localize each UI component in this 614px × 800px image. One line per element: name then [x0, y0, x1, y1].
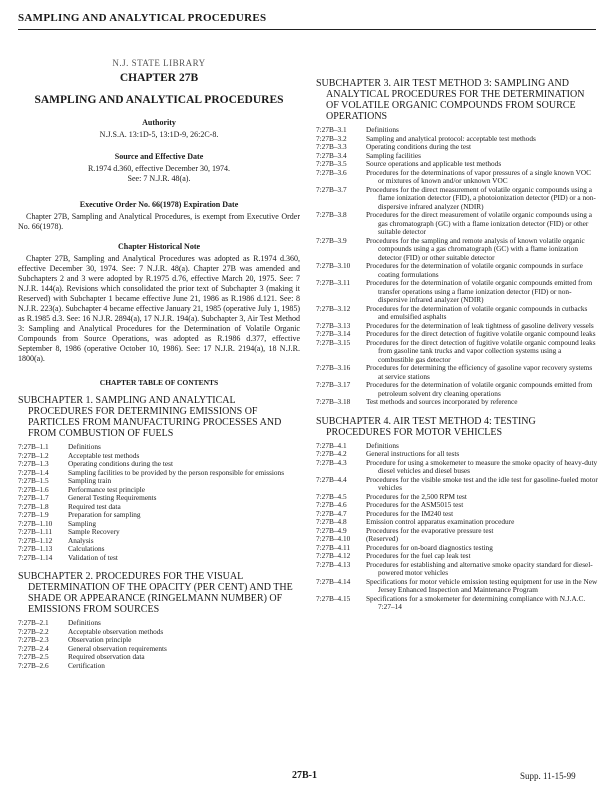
historical-note-text: Chapter 27B, Sampling and Analytical Procedures was adopted as R.1974 d.360, effective December 30, 1974. See: 7 N.J.R. 48(a). Chapter 27B was amended and Subchapters 2 and 3 were adopted by R.1975 d.76, effective March 20, 1975. See: 7 N.J.R. 144(a). Revisions which consolidated the prior text of Subchapter 3 (making it Reserved) with Subchapter 1 became effective June 21, 1986 as R.1986 d.121. See: 8 N.J.R. 223(a). Subchapter 4 became effective January 21, 1985 (operative July 1, 1985) as R.1985 d.3. See: 16 N.J.R. 2894(a), 17 N.J.R. 194(a). Subchapter 3, Air Test Method 3: Sampling and Analytical Procedures for the Determination of Volatile Organic Compounds from Source Operations, was adopted as R.1986 d.377, effective September 8, 1986 (operative October 10, 1986). See: 17 N.J.R. 2194(a), 18 N.J.R. 1800(a).	[18, 254, 300, 363]
section-title: Specifications for a smokemeter for determining compliance with N.J.A.C. 7:27–14	[366, 593, 586, 611]
section-title: Procedures for the sampling and remote analysis of known volatile organic compounds using a gas chromatograph (GC) with a flame ionization detector (FID) or other suitable detector	[366, 235, 585, 262]
toc-entry	[316, 381, 598, 398]
section-title: Sampling facilities	[366, 150, 421, 160]
section-title: (Reserved)	[366, 534, 399, 543]
section-number: 7:27B–3.9	[316, 235, 347, 245]
right-column	[316, 78, 598, 612]
section-number: 7:27B–4.15	[316, 593, 351, 603]
header-rule	[18, 29, 596, 30]
executive-order-heading: Executive Order No. 66(1978) Expiration Date	[79, 200, 239, 209]
toc-entry	[316, 476, 598, 493]
section-number: 7:27B–3.10	[316, 261, 351, 270]
toc-entry	[18, 503, 300, 512]
toc-entry	[18, 628, 300, 637]
section-number: 7:27B–4.14	[316, 576, 351, 586]
toc-entry	[316, 211, 598, 237]
section-number: 7:27B–4.12	[316, 551, 351, 560]
toc-entry	[316, 364, 598, 381]
section-title: Certification	[68, 660, 105, 670]
section-title: Definitions	[68, 442, 101, 451]
subchapter-title: SUBCHAPTER 2. PROCEDURES FOR THE VISUAL DETERMINATION OF THE OPACITY (PER CENT) AND THE SHADE OR APPEARANCE (RINGELMANN NUMBER) OF EMISSIONS FROM SOURCES	[18, 571, 293, 615]
section-number: 7:27B–4.7	[316, 508, 347, 518]
section-title: Procedures for the IM240 test	[366, 508, 454, 518]
section-title: Procedures for determining the efficiency of gasoline vapor recovery systems at service stations	[366, 363, 593, 381]
section-title: Procedures for the determination of volatile organic compounds in cutbacks and emulsified asphalts	[366, 303, 588, 321]
subchapter-3	[316, 78, 598, 407]
section-title: Acceptable test methods	[68, 450, 140, 460]
toc-entry	[316, 186, 598, 212]
section-title: Calculations	[68, 544, 105, 553]
section-number: 7:27B–1.9	[18, 510, 49, 519]
section-title: Procedures for the ASM5015 test	[366, 500, 464, 509]
section-number: 7:27B–4.13	[316, 559, 351, 569]
toc-entry	[18, 662, 300, 671]
section-number: 7:27B–4.11	[316, 542, 350, 552]
section-number: 7:27B–1.8	[18, 501, 49, 511]
section-number: 7:27B–3.16	[316, 363, 351, 372]
toc-entry	[18, 645, 300, 654]
toc-entry	[316, 143, 598, 152]
section-title: Procedures for the determination of volatile organic compounds emitted from transfer operations using a flame ionization detector (FID) or non-dispersive infrared analyzer (NDIR)	[366, 278, 593, 304]
source-heading: Source and Effective Date	[114, 152, 204, 161]
toc-entry	[18, 545, 300, 554]
toc-entry	[316, 561, 598, 578]
toc-entry	[316, 305, 598, 322]
toc-entry	[316, 459, 598, 476]
chapter-title: SAMPLING AND ANALYTICAL PROCEDURES	[34, 94, 284, 106]
section-number: 7:27B–2.2	[18, 626, 49, 636]
source-line-1: R.1974 d.360, effective December 30, 1974.	[87, 164, 231, 173]
section-number: 7:27B–3.1	[316, 125, 347, 134]
section-number: 7:27B–3.5	[316, 159, 347, 168]
toc-entry	[18, 511, 300, 520]
toc-entry	[18, 494, 300, 503]
running-header: SAMPLING AND ANALYTICAL PROCEDURES	[18, 12, 267, 24]
section-title: Test methods and sources incorporated by reference	[366, 397, 518, 406]
section-number: 7:27B–1.6	[18, 484, 49, 494]
section-title: Sampling train	[68, 476, 112, 485]
section-title: Procedures for on-board diagnostics testing	[366, 542, 493, 552]
section-number: 7:27B–4.4	[316, 474, 347, 484]
section-title: Sample Recovery	[68, 527, 120, 536]
section-number: 7:27B–3.3	[316, 142, 347, 151]
section-number: 7:27B–3.14	[316, 329, 351, 338]
section-title: Validation of test	[68, 552, 118, 562]
section-number: 7:27B–3.15	[316, 337, 351, 347]
section-number: 7:27B–3.13	[316, 320, 351, 330]
section-title: Procedures for the 2,500 RPM test	[366, 491, 467, 501]
section-number: 7:27B–4.3	[316, 457, 347, 467]
section-title: Observation principle	[68, 635, 132, 644]
section-number: 7:27B–2.6	[18, 660, 49, 670]
supplement-date: Supp. 11-15-99	[520, 771, 576, 781]
section-number: 7:27B–3.6	[316, 167, 347, 177]
section-title: Sampling	[68, 518, 96, 528]
section-title: Procedures for the visible smoke test and the idle test for gasoline-fueled motor vehicles	[366, 474, 598, 492]
subchapter-4	[316, 416, 598, 612]
section-title: Sampling facilities to be provided by the person responsible for emissions	[68, 467, 285, 477]
toc-entry	[18, 486, 300, 495]
toc-heading: CHAPTER TABLE OF CONTENTS	[99, 378, 219, 387]
section-title: General observation requirements	[68, 643, 167, 653]
toc-entry	[18, 520, 300, 529]
section-number: 7:27B–4.1	[316, 440, 347, 450]
toc-entry	[316, 169, 598, 186]
subchapter-title: SUBCHAPTER 4. AIR TEST METHOD 4: TESTING PROCEDURES FOR MOTOR VEHICLES	[316, 415, 536, 438]
section-title: Procedure for using a smokemeter to measure the smoke opacity of heavy-duty diesel vehicles and diesel buses	[366, 457, 598, 475]
section-number: 7:27B–3.18	[316, 397, 351, 406]
section-number: 7:27B–1.7	[18, 493, 49, 502]
section-number: 7:27B–3.11	[316, 278, 350, 287]
section-number: 7:27B–2.5	[18, 652, 49, 661]
section-title: Definitions	[366, 125, 399, 134]
section-number: 7:27B–1.1	[18, 442, 49, 451]
section-number: 7:27B–1.14	[18, 552, 53, 562]
section-title: General Testing Requirements	[68, 493, 157, 502]
page-number: 27B-1	[292, 770, 317, 781]
section-title: Emission control apparatus examination procedure	[366, 517, 515, 526]
toc-entry	[316, 595, 598, 612]
section-title: Operating conditions during the test	[366, 142, 471, 151]
section-number: 7:27B–3.12	[316, 303, 351, 313]
library-stamp: N.J. STATE LIBRARY	[112, 58, 206, 68]
section-list	[316, 442, 598, 612]
source-line-2: See: 7 N.J.R. 48(a).	[127, 174, 191, 183]
chapter-number: CHAPTER 27B	[119, 72, 199, 84]
section-title: Operating conditions during the test	[68, 459, 173, 468]
authority-text: N.J.S.A. 13:1D-5, 13:1D-9, 26:2C-8.	[99, 130, 219, 139]
section-title: Procedures for the determinations of vapor pressures of a single known VOC or mixtures of known and/or unknown VOC	[366, 167, 592, 185]
section-number: 7:27B–4.5	[316, 491, 347, 501]
section-list	[18, 619, 300, 670]
section-title: Procedures for the fuel cap leak test	[366, 551, 471, 560]
section-title: Definitions	[366, 440, 399, 450]
section-number: 7:27B–3.2	[316, 133, 347, 143]
section-number: 7:27B–2.3	[18, 635, 49, 644]
section-number: 7:27B–1.13	[18, 544, 53, 553]
section-title: Procedures for the determination of leak tightness of gasoline delivery vessels	[366, 320, 594, 330]
left-column	[18, 58, 300, 670]
section-title: Performance test principle	[68, 484, 145, 494]
section-title: Specifications for motor vehicle emission testing equipment for use in the New Jersey Enhanced Inspection and Maintenance Program	[366, 576, 598, 594]
section-number: 7:27B–1.12	[18, 535, 53, 545]
section-number: 7:27B–1.3	[18, 459, 49, 468]
section-title: Procedures for the direct detection of fugitive volatile organic compound leaks	[366, 329, 596, 338]
section-number: 7:27B–4.8	[316, 517, 347, 526]
section-number: 7:27B–3.17	[316, 380, 351, 389]
toc-entry	[316, 527, 598, 536]
toc-entry	[18, 653, 300, 662]
section-title: Procedures for the determination of volatile organic compounds in surface coating formulations	[366, 261, 583, 279]
section-title: Procedures for the evaporative pressure test	[366, 525, 494, 535]
section-title: Sampling and analytical protocol: acceptable test methods	[366, 133, 536, 143]
toc-entry	[316, 279, 598, 305]
section-number: 7:27B–2.1	[18, 618, 49, 627]
section-title: Procedures for the direct detection of fugitive volatile organic compound leaks from gasoline tank trucks and vapor collection systems using a combustible gas detector	[366, 337, 596, 364]
section-title: Analysis	[68, 535, 94, 545]
section-title: Procedures for the direct measurement of volatile organic compounds using a flame ionization detector (FID), a photoionization detector (PID) or a non-dispersive infrared analyzer (NDIR)	[366, 184, 596, 211]
section-title: Required observation data	[68, 652, 145, 661]
executive-order-text: Chapter 27B, Sampling and Analytical Procedures, is exempt from Executive Order No. 66(1978).	[18, 212, 300, 231]
section-title: Definitions	[68, 618, 101, 627]
subchapter-1	[18, 395, 300, 562]
section-number: 7:27B–4.10	[316, 534, 351, 543]
section-title: Acceptable observation methods	[68, 626, 164, 636]
historical-note-heading: Chapter Historical Note	[117, 242, 201, 251]
section-number: 7:27B–1.4	[18, 467, 49, 477]
toc-entry	[18, 443, 300, 452]
authority-heading: Authority	[142, 118, 176, 127]
toc-entry	[18, 528, 300, 537]
subchapter-title: SUBCHAPTER 3. AIR TEST METHOD 3: SAMPLING AND ANALYTICAL PROCEDURES FOR THE DETERMINATION OF VOLATILE ORGANIC COMPOUNDS FROM SOURCE OPERATIONS	[316, 78, 585, 122]
section-number: 7:27B–3.4	[316, 150, 347, 160]
section-title: Preparation for sampling	[68, 510, 141, 519]
section-title: Source operations and applicable test methods	[366, 159, 502, 168]
toc-entry	[18, 537, 300, 546]
section-title: Procedures for the determination of volatile organic compounds emitted from petroleum solvent dry cleaning operations	[366, 380, 593, 398]
toc-entry	[316, 501, 598, 510]
section-number: 7:27B–4.6	[316, 500, 347, 509]
toc-entry	[316, 262, 598, 279]
subchapter-2	[18, 571, 300, 670]
toc-entry	[18, 554, 300, 563]
section-list	[18, 443, 300, 562]
toc-entry	[18, 469, 300, 478]
section-number: 7:27B–4.2	[316, 449, 347, 458]
section-list	[316, 126, 598, 407]
toc-entry	[316, 578, 598, 595]
section-title: Required test data	[68, 501, 121, 511]
subchapter-title: SUBCHAPTER 1. SAMPLING AND ANALYTICAL PROCEDURES FOR DETERMINING EMISSIONS OF PARTICLES FROM MANUFACTURING PROCESSES AND FROM COMBUSTION OF FUELS	[18, 395, 282, 439]
section-number: 7:27B–1.2	[18, 450, 49, 460]
section-number: 7:27B–1.11	[18, 527, 52, 536]
section-title: Procedures for the direct measurement of volatile organic compounds using a gas chromatograph (GC) with a flame ionization detector (FID) or other suitable detector	[366, 210, 593, 236]
section-title: Procedures for establishing and alternative smoke opacity standard for diesel-powered motor vehicles	[366, 559, 593, 577]
section-number: 7:27B–3.8	[316, 210, 347, 219]
toc-entry	[316, 237, 598, 263]
section-number: 7:27B–2.4	[18, 643, 49, 653]
section-number: 7:27B–3.7	[316, 184, 347, 194]
section-number: 7:27B–1.5	[18, 476, 49, 485]
toc-entry	[316, 339, 598, 365]
section-title: General instructions for all tests	[366, 449, 460, 458]
toc-entry	[18, 477, 300, 486]
toc-entry	[316, 398, 598, 407]
section-number: 7:27B–4.9	[316, 525, 347, 535]
section-number: 7:27B–1.10	[18, 518, 53, 528]
